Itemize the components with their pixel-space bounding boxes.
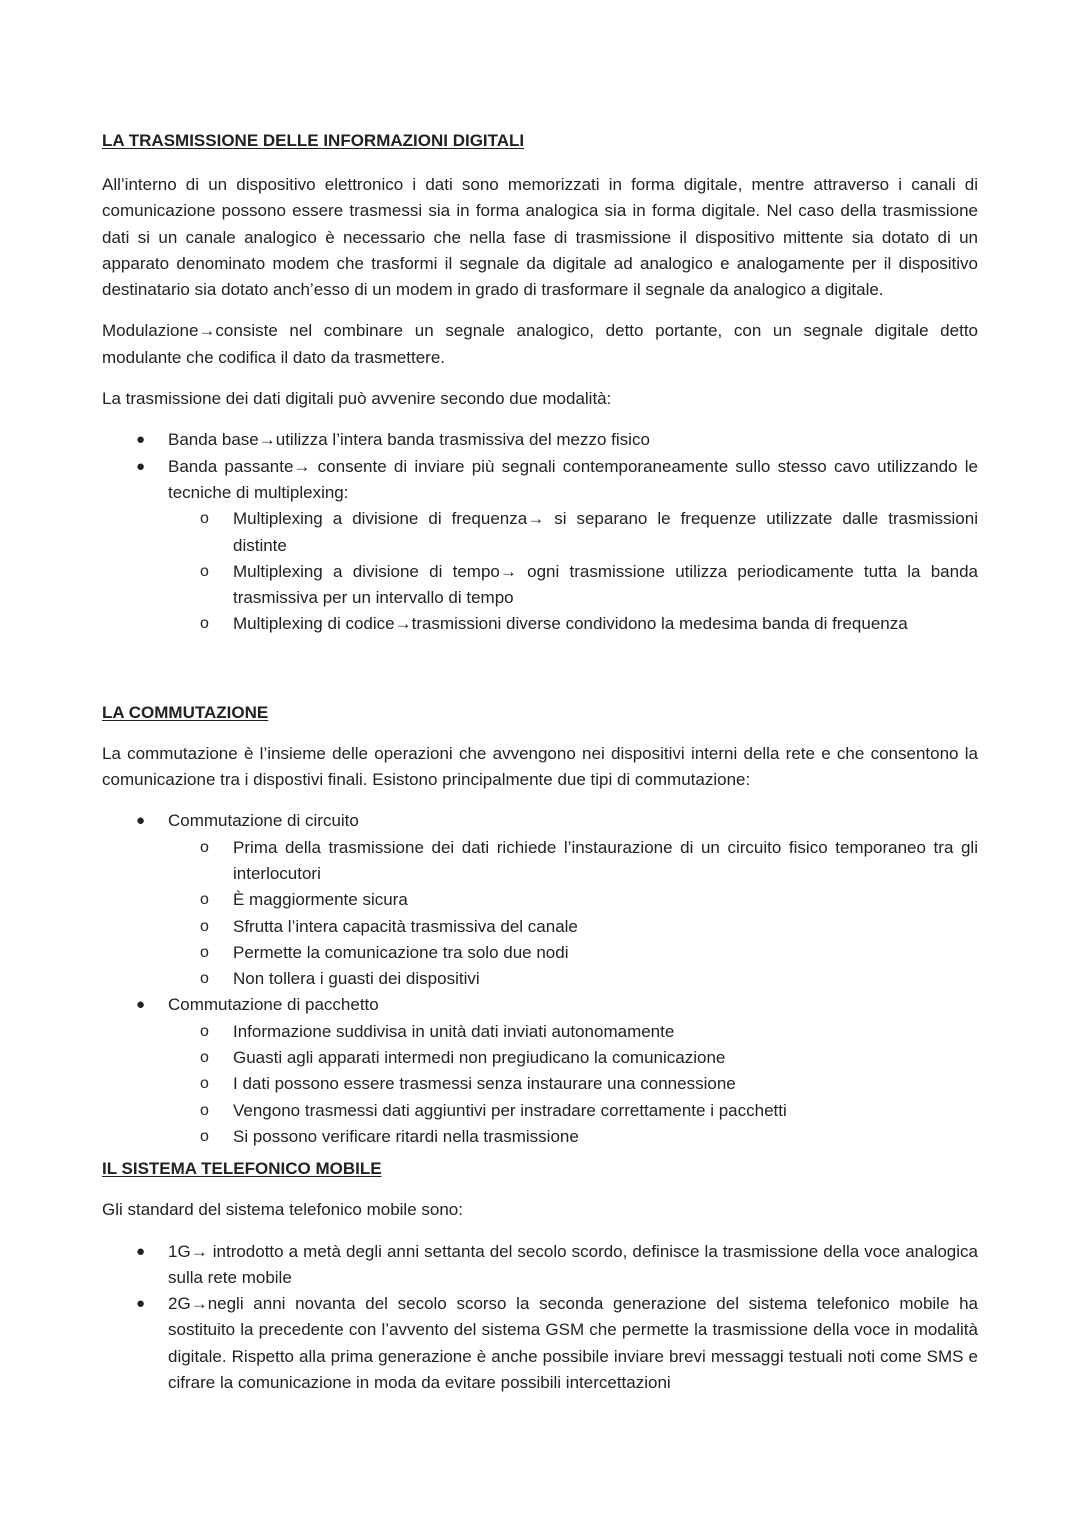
bullet-list-modes bbox=[102, 427, 978, 637]
paragraph-digital-data: All’interno di un dispositivo elettronico i dati sono memorizzati in forma digitale, mentre attraverso i canali di comunicazione possono essere trasmessi sia in forma analogica sia in forma digitale. Nel caso della trasmissione dati si un canale analogico è necessario che nella fase di trasmissione il dispositivo mittente sia dotato di un apparato denominato modem che trasformi il segnale da digitale ad analogico e analogamente per il dispositivo destinatario sia dotato anch’esso di un modem in grado di trasformare il segnale da analogico a digitale. bbox=[102, 175, 978, 300]
arrow-icon: → bbox=[190, 1294, 208, 1314]
sub-list-item: o I dati possono essere trasmessi senza instaurare una connessione bbox=[168, 1071, 978, 1097]
sub-bullet-icon: o bbox=[200, 1049, 209, 1067]
bullet-list-switching bbox=[102, 808, 978, 1150]
sub-list-item: o Prima della trasmissione dei dati richiede l’instaurazione di un circuito fisico temporaneo tra gli interlocutori bbox=[168, 835, 978, 888]
arrow-icon: → bbox=[499, 561, 517, 581]
bullet-list-generations bbox=[102, 1239, 978, 1397]
bullet-icon: ● bbox=[136, 457, 146, 475]
sub-list-multiplexing bbox=[168, 506, 978, 637]
sub-list-item: o Multiplexing a divisione di tempo→ ogni trasmissione utilizza periodicamente tutta la banda trasmissiva per un intervallo di tempo bbox=[168, 559, 978, 612]
list-item: ● Banda base→utilizza l’intera banda trasmissiva del mezzo fisico bbox=[102, 427, 978, 453]
bullet-icon: ● bbox=[136, 996, 146, 1014]
sub-bullet-icon: o bbox=[200, 510, 209, 528]
list-item: ● Commutazione di pacchetto o Informazione suddivisa in unità dati inviati autonomamente o Guasti agli apparati intermedi non pregiudicano la comunicazione o I dati possono essere trasmessi senza instaurare una connessione o Vengono trasmessi dati aggiuntivi per instradare correttamente i pacchetti o Si possono verificare ritardi nella trasmissione bbox=[102, 992, 978, 1150]
section-title-mobile: IL SISTEMA TELEFONICO MOBILE bbox=[102, 1159, 382, 1179]
arrow-icon: → bbox=[527, 509, 545, 529]
sub-list-circuit bbox=[168, 835, 978, 993]
paragraph-switching: La commutazione è l’insieme delle operazioni che avvengono nei dispositivi interni della rete e che consentono la comunicazione tra i dispostivi finali. Esistono principalmente due tipi di commutazione: bbox=[102, 743, 978, 790]
sub-list-item: o È maggiormente sicura bbox=[168, 887, 978, 913]
bullet-icon: ● bbox=[136, 1242, 146, 1260]
sub-bullet-icon: o bbox=[200, 562, 209, 580]
list-item: ● Banda passante→ consente di inviare più segnali contemporaneamente sullo stesso cavo utilizzando le tecniche di multiplexing: o Multiplexing a divisione di frequenza→ si separano le frequenze utilizzate dalle trasmissioni distinte o Multiplexing a divisione di tempo→ ogni trasmissione utilizza periodicamente tutta la banda trasmissiva per un intervallo di tempo o Multiplexing di codice→trasmissioni diverse condividono la medesima banda di frequenza bbox=[102, 454, 978, 638]
sub-list-item: o Vengono trasmessi dati aggiuntivi per instradare correttamente i pacchetti bbox=[168, 1098, 978, 1124]
arrow-icon: → bbox=[190, 1241, 208, 1261]
sub-bullet-icon: o bbox=[200, 891, 209, 909]
arrow-icon: → bbox=[258, 430, 276, 450]
sub-list-packet bbox=[168, 1019, 978, 1150]
arrow-icon: → bbox=[293, 456, 311, 476]
section-title-switching: LA COMMUTAZIONE bbox=[102, 702, 269, 722]
sub-list-item: o Informazione suddivisa in unità dati inviati autonomamente bbox=[168, 1019, 978, 1045]
sub-list-item: o Permette la comunicazione tra solo due nodi bbox=[168, 940, 978, 966]
sub-list-item: o Multiplexing a divisione di frequenza→ si separano le frequenze utilizzate dalle trasmissioni distinte bbox=[168, 506, 978, 559]
paragraph-mobile-intro: Gli standard del sistema telefonico mobile sono: bbox=[102, 1200, 463, 1220]
sub-bullet-icon: o bbox=[200, 943, 209, 961]
sub-list-item: o Non tollera i guasti dei dispositivi bbox=[168, 966, 978, 992]
sub-bullet-icon: o bbox=[200, 917, 209, 935]
bullet-icon: ● bbox=[136, 431, 146, 449]
arrow-icon: → bbox=[198, 321, 216, 341]
list-item: ● Commutazione di circuito o Prima della trasmissione dei dati richiede l’instaurazione di un circuito fisico temporaneo tra gli interlocutori o È maggiormente sicura o Sfrutta l’intera capacità trasmissiva del canale o Permette la comunicazione tra solo due nodi o Non tollera i guasti dei dispositivi bbox=[102, 808, 978, 992]
section-title-digital-transmission: LA TRASMISSIONE DELLE INFORMAZIONI DIGITALI bbox=[102, 131, 525, 150]
sub-bullet-icon: o bbox=[200, 1127, 209, 1145]
sub-bullet-icon: o bbox=[200, 615, 209, 633]
sub-bullet-icon: o bbox=[200, 970, 209, 988]
sub-list-item: o Sfrutta l’intera capacità trasmissiva del canale bbox=[168, 914, 978, 940]
term-modulation: Modulazione bbox=[102, 321, 199, 341]
sub-bullet-icon: o bbox=[200, 1075, 209, 1093]
bullet-icon: ● bbox=[136, 812, 146, 830]
sub-bullet-icon: o bbox=[200, 1022, 209, 1040]
list-item: ● 2G→negli anni novanta del secolo scorso la seconda generazione del sistema telefonico mobile ha sostituito la precedente con l’avvento del sistema GSM che permette la trasmissione della voce in modalità digitale. Rispetto alla prima generazione è anche possibile inviare brevi messaggi testuali noti come SMS e cifrare la comunicazione in moda da evitare possibili intercettazioni bbox=[102, 1291, 978, 1396]
sub-list-item: o Multiplexing di codice→trasmissioni diverse condividono la medesima banda di frequenza bbox=[168, 611, 978, 637]
paragraph-modulation: Modulazione→consiste nel combinare un segnale analogico, detto portante, con un segnale digitale detto modulante che codifica il dato da trasmettere. bbox=[102, 321, 978, 367]
sub-bullet-icon: o bbox=[200, 1101, 209, 1119]
paragraph-modes-intro: La trasmissione dei dati digitali può avvenire secondo due modalità: bbox=[102, 389, 612, 409]
page-content bbox=[102, 130, 978, 1396]
arrow-icon: → bbox=[394, 614, 412, 634]
sub-bullet-icon: o bbox=[200, 838, 209, 856]
sub-list-item: o Guasti agli apparati intermedi non pregiudicano la comunicazione bbox=[168, 1045, 978, 1071]
list-item: ● 1G→ introdotto a metà degli anni settanta del secolo scordo, definisce la trasmissione della voce analogica sulla rete mobile bbox=[102, 1239, 978, 1292]
sub-list-item: o Si possono verificare ritardi nella trasmissione bbox=[168, 1124, 978, 1150]
bullet-icon: ● bbox=[136, 1295, 146, 1313]
